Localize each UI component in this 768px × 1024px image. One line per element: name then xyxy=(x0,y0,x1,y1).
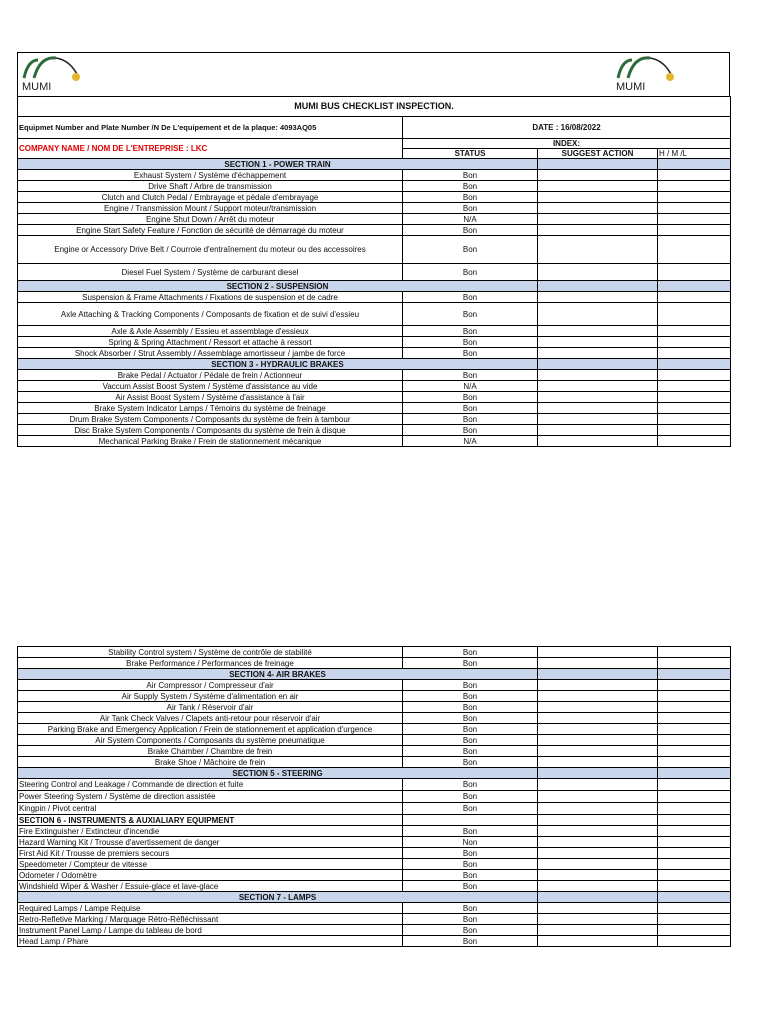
index-label: INDEX: xyxy=(403,139,731,149)
item-label: Kingpin / Pivot central xyxy=(18,803,403,815)
section-blank-cell xyxy=(538,281,658,292)
item-status: Bon xyxy=(403,848,538,859)
item-status: Bon xyxy=(403,192,538,203)
item-label: Power Steering System / Système de direction assistée xyxy=(18,791,403,803)
table-row xyxy=(18,859,731,870)
table-row xyxy=(18,170,731,181)
section-title: SECTION 7 - LAMPS xyxy=(18,892,538,903)
item-status: Bon xyxy=(403,870,538,881)
item-label: Air Compressor / Compresseur d'air xyxy=(18,680,403,691)
item-label: Brake Performance / Performances de freinage xyxy=(18,658,403,669)
suggest-action-cell[interactable] xyxy=(538,859,658,870)
priority-cell[interactable] xyxy=(658,170,731,181)
item-label: Shock Absorber / Strut Assembly / Assemblage amortisseur / jambe de force xyxy=(18,348,403,359)
item-label: First Aid Kit / Trousse de premiers secours xyxy=(18,848,403,859)
priority-cell[interactable] xyxy=(658,264,731,281)
suggest-action-cell[interactable] xyxy=(538,292,658,303)
item-status: Bon xyxy=(403,803,538,815)
table-row xyxy=(18,658,731,669)
priority-cell[interactable] xyxy=(658,381,731,392)
item-label: Steering Control and Leakage / Commande de direction et fuite xyxy=(18,779,403,791)
priority-cell[interactable] xyxy=(658,425,731,436)
table-row xyxy=(18,264,731,281)
table-row xyxy=(18,914,731,925)
priority-cell[interactable] xyxy=(658,348,731,359)
section-blank-cell xyxy=(538,669,658,680)
item-label: Drum Brake System Components / Composants du système de frein à tambour xyxy=(18,414,403,425)
item-status: Bon xyxy=(403,425,538,436)
page1-header-frame xyxy=(17,52,730,96)
priority-cell[interactable] xyxy=(658,903,731,914)
brand-name-right: MUMI xyxy=(616,81,646,92)
section-blank-cell xyxy=(658,892,731,903)
table-row xyxy=(18,647,731,658)
suggest-action-cell[interactable] xyxy=(538,326,658,337)
section-blank-cell xyxy=(538,815,658,826)
table-row xyxy=(18,370,731,381)
item-label: Drive Shaft / Arbre de transmission xyxy=(18,181,403,192)
priority-cell[interactable] xyxy=(658,724,731,735)
suggest-action-cell[interactable] xyxy=(538,170,658,181)
priority-cell[interactable] xyxy=(658,192,731,203)
item-status: Bon xyxy=(403,170,538,181)
priority-cell[interactable] xyxy=(658,735,731,746)
table-row xyxy=(18,414,731,425)
section-header xyxy=(18,815,731,826)
suggest-action-cell[interactable] xyxy=(538,746,658,757)
table-row xyxy=(18,735,731,746)
priority-cell[interactable] xyxy=(658,859,731,870)
suggest-action-cell[interactable] xyxy=(538,192,658,203)
priority-cell[interactable] xyxy=(658,225,731,236)
priority-cell[interactable] xyxy=(658,236,731,264)
table-row xyxy=(18,337,731,348)
item-label: Axle Attaching & Tracking Components / Composants de fixation et de suivi d'essieu xyxy=(18,303,403,326)
col-status-header: STATUS xyxy=(403,149,538,159)
item-status: Bon xyxy=(403,264,538,281)
section-blank-cell xyxy=(658,768,731,779)
suggest-action-cell[interactable] xyxy=(538,337,658,348)
item-label: Head Lamp / Phare xyxy=(18,936,403,947)
priority-cell[interactable] xyxy=(658,658,731,669)
section-header xyxy=(18,359,731,370)
item-status: N/A xyxy=(403,214,538,225)
company-label: COMPANY NAME / NOM DE L'ENTREPRISE : LKC xyxy=(18,139,403,159)
item-label: Spring & Spring Attachment / Ressort et attache à ressort xyxy=(18,337,403,348)
item-status: Bon xyxy=(403,713,538,724)
item-status: Bon xyxy=(403,370,538,381)
item-status: Bon xyxy=(403,735,538,746)
table-row xyxy=(18,925,731,936)
suggest-action-cell[interactable] xyxy=(538,914,658,925)
item-status: Bon xyxy=(403,936,538,947)
page1-sheet xyxy=(17,96,730,447)
priority-cell[interactable] xyxy=(658,746,731,757)
table-row xyxy=(18,436,731,447)
item-label: Clutch and Clutch Pedal / Embrayage et pédale d'embrayage xyxy=(18,192,403,203)
section-blank-cell xyxy=(658,359,731,370)
equipment-label: Equipmet Number and Plate Number /N De L'equipement et de la plaque: 4093AQ05 xyxy=(18,117,403,139)
section-blank-cell xyxy=(538,892,658,903)
page2-sheet xyxy=(17,646,730,947)
suggest-action-cell[interactable] xyxy=(538,757,658,768)
item-label: Engine or Accessory Drive Belt / Courroie d'entraînement du moteur ou des accessoires xyxy=(18,236,403,264)
table-row xyxy=(18,680,731,691)
item-status: Non xyxy=(403,837,538,848)
suggest-action-cell[interactable] xyxy=(538,303,658,326)
checklist-table-page1 xyxy=(17,96,731,447)
suggest-action-cell[interactable] xyxy=(538,264,658,281)
item-label: Air Tank / Réservoir d'air xyxy=(18,702,403,713)
item-status: Bon xyxy=(403,881,538,892)
table-row xyxy=(18,791,731,803)
item-status: Bon xyxy=(403,392,538,403)
table-row xyxy=(18,757,731,768)
checklist-table-page2 xyxy=(17,646,731,947)
item-status: Bon xyxy=(403,746,538,757)
priority-cell[interactable] xyxy=(658,203,731,214)
section-title: SECTION 4- AIR BRAKES xyxy=(18,669,538,680)
table-row xyxy=(18,881,731,892)
item-status: Bon xyxy=(403,779,538,791)
item-status: Bon xyxy=(403,292,538,303)
item-label: Windshield Wiper & Washer / Essuie-glace et lave-glace xyxy=(18,881,403,892)
page1-body xyxy=(18,159,731,447)
priority-cell[interactable] xyxy=(658,848,731,859)
priority-cell[interactable] xyxy=(658,181,731,192)
brand-name-left: MUMI xyxy=(22,81,52,92)
table-row xyxy=(18,225,731,236)
section-title: SECTION 1 - POWER TRAIN xyxy=(18,159,538,170)
priority-cell[interactable] xyxy=(658,713,731,724)
item-label: Brake System Indicator Lamps / Témoins du système de freinage xyxy=(18,403,403,414)
suggest-action-cell[interactable] xyxy=(538,236,658,264)
priority-cell[interactable] xyxy=(658,403,731,414)
suggest-action-cell[interactable] xyxy=(538,713,658,724)
item-label: Diesel Fuel System / Système de carburant diesel xyxy=(18,264,403,281)
section-blank-cell xyxy=(658,159,731,170)
item-label: Air System Components / Composants du système pneumatique xyxy=(18,735,403,746)
item-status: Bon xyxy=(403,326,538,337)
item-status: Bon xyxy=(403,903,538,914)
item-label: Engine Shut Down / Arrêt du moteur xyxy=(18,214,403,225)
suggest-action-cell[interactable] xyxy=(538,181,658,192)
checklist-title: MUMI BUS CHECKLIST INSPECTION. xyxy=(18,97,731,117)
item-status: Bon xyxy=(403,647,538,658)
table-row xyxy=(18,702,731,713)
item-status: N/A xyxy=(403,436,538,447)
item-label: Air Tank Check Valves / Clapets anti-retour pour réservoir d'air xyxy=(18,713,403,724)
suggest-action-cell[interactable] xyxy=(538,925,658,936)
priority-cell[interactable] xyxy=(658,214,731,225)
table-row xyxy=(18,381,731,392)
suggest-action-cell[interactable] xyxy=(538,702,658,713)
suggest-action-cell[interactable] xyxy=(538,436,658,447)
priority-cell[interactable] xyxy=(658,414,731,425)
item-status: Bon xyxy=(403,826,538,837)
item-status: Bon xyxy=(403,181,538,192)
page2-body xyxy=(18,647,731,947)
table-row xyxy=(18,303,731,326)
table-row xyxy=(18,746,731,757)
item-status: Bon xyxy=(403,337,538,348)
table-row xyxy=(18,870,731,881)
priority-cell[interactable] xyxy=(658,936,731,947)
priority-cell[interactable] xyxy=(658,370,731,381)
priority-cell[interactable] xyxy=(658,881,731,892)
item-label: Fire Extinguisher / Extincteur d'incendie xyxy=(18,826,403,837)
priority-cell[interactable] xyxy=(658,691,731,702)
section-blank-cell xyxy=(538,159,658,170)
suggest-action-cell[interactable] xyxy=(538,870,658,881)
item-status: Bon xyxy=(403,702,538,713)
item-label: Odometer / Odomètre xyxy=(18,870,403,881)
item-label: Required Lamps / Lampe Requise xyxy=(18,903,403,914)
item-label: Exhaust System / Système d'échappement xyxy=(18,170,403,181)
suggest-action-cell[interactable] xyxy=(538,848,658,859)
item-status: Bon xyxy=(403,914,538,925)
section-blank-cell xyxy=(658,281,731,292)
item-status: Bon xyxy=(403,225,538,236)
table-row xyxy=(18,936,731,947)
priority-cell[interactable] xyxy=(658,680,731,691)
suggest-action-cell[interactable] xyxy=(538,225,658,236)
section-header xyxy=(18,669,731,680)
table-row xyxy=(18,203,731,214)
item-status: Bon xyxy=(403,203,538,214)
item-label: Instrument Panel Lamp / Lampe du tableau de bord xyxy=(18,925,403,936)
item-label: Suspension & Frame Attachments / Fixations de suspension et de cadre xyxy=(18,292,403,303)
section-header xyxy=(18,281,731,292)
item-label: Air Supply System / Système d'alimentation en air xyxy=(18,691,403,702)
table-row xyxy=(18,724,731,735)
item-status: Bon xyxy=(403,757,538,768)
item-label: Hazard Warning Kit / Trousse d'avertissement de danger xyxy=(18,837,403,848)
suggest-action-cell[interactable] xyxy=(538,647,658,658)
item-status: Bon xyxy=(403,925,538,936)
priority-cell[interactable] xyxy=(658,803,731,815)
item-status: Bon xyxy=(403,348,538,359)
item-status: Bon xyxy=(403,403,538,414)
table-row xyxy=(18,348,731,359)
table-row xyxy=(18,837,731,848)
item-label: Air Assist Boost System / Système d'assistance à l'air xyxy=(18,392,403,403)
item-label: Engine / Transmission Mount / Support moteur/transmission xyxy=(18,203,403,214)
table-row xyxy=(18,192,731,203)
suggest-action-cell[interactable] xyxy=(538,779,658,791)
priority-cell[interactable] xyxy=(658,914,731,925)
table-row xyxy=(18,779,731,791)
priority-cell[interactable] xyxy=(658,292,731,303)
priority-cell[interactable] xyxy=(658,303,731,326)
suggest-action-cell[interactable] xyxy=(538,370,658,381)
item-label: Retro-Refletive Marking / Marquage Rétro-Réfléchissant xyxy=(18,914,403,925)
priority-cell[interactable] xyxy=(658,870,731,881)
priority-cell[interactable] xyxy=(658,757,731,768)
item-label: Axle & Axle Assembly / Essieu et assemblage d'essieux xyxy=(18,326,403,337)
suggest-action-cell[interactable] xyxy=(538,403,658,414)
item-label: Parking Brake and Emergency Application / Frein de stationnement et application d'urgence xyxy=(18,724,403,735)
suggest-action-cell[interactable] xyxy=(538,837,658,848)
section-blank-cell xyxy=(538,359,658,370)
item-label: Brake Pedal / Actuator / Pédale de frein / Actionneur xyxy=(18,370,403,381)
item-label: Disc Brake System Components / Composants du système de frein à disque xyxy=(18,425,403,436)
suggest-action-cell[interactable] xyxy=(538,903,658,914)
suggest-action-cell[interactable] xyxy=(538,803,658,815)
suggest-action-cell[interactable] xyxy=(538,735,658,746)
date-label: DATE : 16/08/2022 xyxy=(403,117,731,139)
suggest-action-cell[interactable] xyxy=(538,881,658,892)
table-row xyxy=(18,713,731,724)
section-blank-cell xyxy=(658,669,731,680)
section-title: SECTION 5 - STEERING xyxy=(18,768,538,779)
item-status: N/A xyxy=(403,381,538,392)
suggest-action-cell[interactable] xyxy=(538,658,658,669)
priority-cell[interactable] xyxy=(658,337,731,348)
table-row xyxy=(18,803,731,815)
section-blank-cell xyxy=(403,815,538,826)
table-row xyxy=(18,292,731,303)
suggest-action-cell[interactable] xyxy=(538,691,658,702)
item-label: Brake Shoe / Mâchoire de frein xyxy=(18,757,403,768)
item-label: Stability Control system / Système de contrôle de stabilité xyxy=(18,647,403,658)
table-row xyxy=(18,326,731,337)
table-row xyxy=(18,425,731,436)
item-status: Bon xyxy=(403,236,538,264)
item-label: Vaccum Assist Boost System / Système d'assistance au vide xyxy=(18,381,403,392)
suggest-action-cell[interactable] xyxy=(538,936,658,947)
item-status: Bon xyxy=(403,691,538,702)
table-row xyxy=(18,403,731,414)
priority-cell[interactable] xyxy=(658,326,731,337)
item-label: Mechanical Parking Brake / Frein de stationnement mécanique xyxy=(18,436,403,447)
priority-cell[interactable] xyxy=(658,779,731,791)
priority-cell[interactable] xyxy=(658,925,731,936)
item-label: Brake Chamber / Chambre de frein xyxy=(18,746,403,757)
suggest-action-cell[interactable] xyxy=(538,381,658,392)
suggest-action-cell[interactable] xyxy=(538,203,658,214)
table-row xyxy=(18,903,731,914)
section-header xyxy=(18,768,731,779)
item-label: Engine Start Safety Feature / Fonction de sécurité de démarrage du moteur xyxy=(18,225,403,236)
suggest-action-cell[interactable] xyxy=(538,392,658,403)
table-row xyxy=(18,236,731,264)
table-row xyxy=(18,214,731,225)
suggest-action-cell[interactable] xyxy=(538,724,658,735)
section-blank-cell xyxy=(538,768,658,779)
suggest-action-cell[interactable] xyxy=(538,680,658,691)
col-hml-header: H / M /L xyxy=(658,149,731,159)
table-row xyxy=(18,392,731,403)
suggest-action-cell[interactable] xyxy=(538,791,658,803)
table-row xyxy=(18,181,731,192)
suggest-action-cell[interactable] xyxy=(538,425,658,436)
priority-cell[interactable] xyxy=(658,436,731,447)
section-blank-cell xyxy=(658,815,731,826)
item-label: Speedometer / Compteur de vitesse xyxy=(18,859,403,870)
item-status: Bon xyxy=(403,791,538,803)
section-header xyxy=(18,892,731,903)
suggest-action-cell[interactable] xyxy=(538,348,658,359)
col-suggest-header: SUGGEST ACTION xyxy=(538,149,658,159)
section-title: SECTION 6 - INSTRUMENTS & AUXIALIARY EQUIPMENT xyxy=(18,815,403,826)
suggest-action-cell[interactable] xyxy=(538,414,658,425)
priority-cell[interactable] xyxy=(658,791,731,803)
section-title: SECTION 2 - SUSPENSION xyxy=(18,281,538,292)
section-title: SECTION 3 - HYDRAULIC BRAKES xyxy=(18,359,538,370)
suggest-action-cell[interactable] xyxy=(538,214,658,225)
item-status: Bon xyxy=(403,680,538,691)
priority-cell[interactable] xyxy=(658,392,731,403)
suggest-action-cell[interactable] xyxy=(538,826,658,837)
priority-cell[interactable] xyxy=(658,826,731,837)
item-status: Bon xyxy=(403,414,538,425)
table-row xyxy=(18,848,731,859)
table-row xyxy=(18,826,731,837)
table-row xyxy=(18,691,731,702)
item-status: Bon xyxy=(403,658,538,669)
item-status: Bon xyxy=(403,859,538,870)
priority-cell[interactable] xyxy=(658,647,731,658)
priority-cell[interactable] xyxy=(658,837,731,848)
section-header xyxy=(18,159,731,170)
item-status: Bon xyxy=(403,724,538,735)
item-status: Bon xyxy=(403,303,538,326)
priority-cell[interactable] xyxy=(658,702,731,713)
